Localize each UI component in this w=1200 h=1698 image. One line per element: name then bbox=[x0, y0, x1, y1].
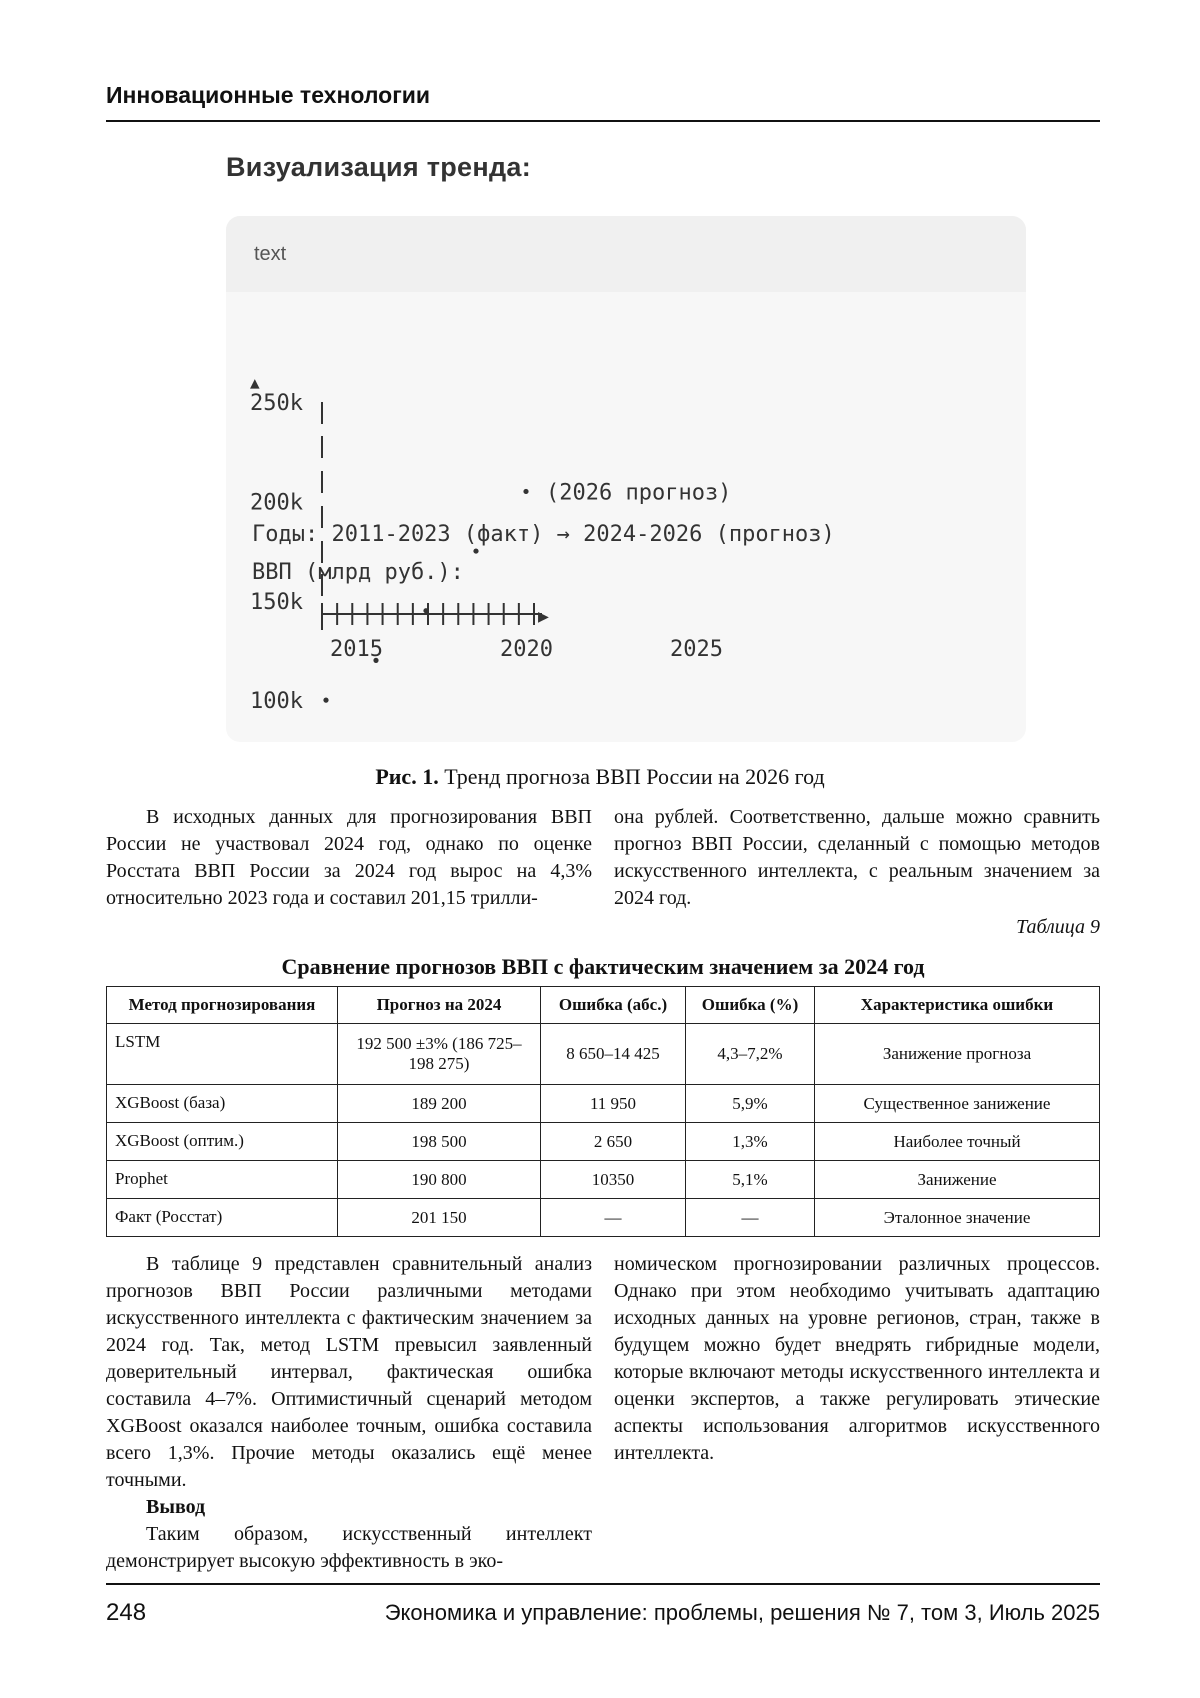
table-cell: LSTM bbox=[107, 1024, 338, 1085]
table-row bbox=[107, 1161, 1100, 1199]
gdp-trend-chart bbox=[226, 216, 1026, 742]
table-cell: Факт (Росстат) bbox=[107, 1199, 338, 1237]
paragraph: В таблице 9 представлен сравнительный анализ прогнозов ВВП России различными методами искусственного интеллекта с фактическим значением за 2024 год. Так, метод LSTM превысил заявленный доверительный интервал, фактическая ошибка составила 4–7%. Оптимистичный сценарий методом XGBoost оказался наиболее точным, ошибка составила всего 1,3%. Прочие методы оказались ещё менее точными. bbox=[106, 1253, 592, 1491]
comparison-table bbox=[106, 986, 1100, 1237]
y-tick-label: 250k bbox=[250, 391, 303, 416]
x-tick-label: 2020 bbox=[500, 637, 553, 662]
table-cell: — bbox=[541, 1199, 686, 1237]
figure-caption-label: Рис. 1. bbox=[375, 764, 439, 789]
code-language-label: text bbox=[254, 243, 287, 265]
table-row bbox=[107, 1199, 1100, 1237]
table-cell: Prophet bbox=[107, 1161, 338, 1199]
data-point bbox=[473, 548, 478, 553]
table-cell: 1,3% bbox=[686, 1123, 815, 1161]
code-line-gdp-label: ВВП (млрд руб.): bbox=[252, 560, 464, 585]
visualization-heading: Визуализация тренда: bbox=[226, 152, 531, 182]
table-header-cell: Прогноз на 2024 bbox=[338, 987, 541, 1024]
paragraph: она рублей. Соответственно, дальше можно сравнить прогноз ВВП России, сделанный с помощью методов искусственного интеллекта, с реальным значением за 2024 год. bbox=[614, 806, 1100, 909]
text-bottom-left bbox=[106, 1251, 592, 1575]
table-cell: Эталонное значение bbox=[815, 1199, 1100, 1237]
table-row bbox=[107, 1024, 1100, 1085]
table-header-cell: Характеристика ошибки bbox=[815, 987, 1100, 1024]
text-top-right bbox=[614, 804, 1100, 912]
x-tick-label: 2015 bbox=[330, 637, 383, 662]
x-tick-label: 2025 bbox=[670, 637, 723, 662]
running-header: Инновационные технологии bbox=[106, 82, 431, 108]
code-line-years: Годы: 2011-2023 (факт) → 2024-2026 (прогноз) bbox=[252, 522, 835, 547]
table-cell: Занижение bbox=[815, 1161, 1100, 1199]
table-cell: 5,9% bbox=[686, 1085, 815, 1123]
table-header-row bbox=[107, 987, 1100, 1024]
y-tick-label: 100k bbox=[250, 689, 303, 715]
table-row bbox=[107, 1085, 1100, 1123]
table-label: Таблица 9 bbox=[1016, 916, 1100, 938]
conclusion-heading: Вывод bbox=[146, 1496, 206, 1518]
table-header-cell: Ошибка (абс.) bbox=[541, 987, 686, 1024]
page-number: 248 bbox=[106, 1599, 147, 1626]
footer-rule bbox=[106, 1583, 1100, 1585]
data-point bbox=[523, 489, 528, 494]
x-axis-arrow: ▶ bbox=[538, 606, 549, 627]
text-top-left bbox=[106, 804, 592, 912]
table-cell: Наиболее точный bbox=[815, 1123, 1100, 1161]
table-cell: 189 200 bbox=[338, 1085, 541, 1123]
table-cell: 190 800 bbox=[338, 1161, 541, 1199]
table-cell: 8 650–14 425 bbox=[541, 1024, 686, 1085]
annotation-label: (2026 прогноз) bbox=[546, 480, 732, 506]
figure-caption-text: Тренд прогноза ВВП России на 2026 год bbox=[444, 764, 825, 789]
journal-footer: Экономика и управление: проблемы, решения № 7, том 3, Июль 2025 bbox=[384, 1600, 1100, 1625]
y-tick-label: 200k bbox=[250, 490, 303, 516]
text-bottom-right bbox=[614, 1251, 1100, 1467]
header-rule bbox=[106, 120, 1100, 122]
table-row bbox=[107, 1123, 1100, 1161]
table-title: Сравнение прогнозов ВВП с фактическим значением за 2024 год bbox=[281, 954, 925, 979]
table-header-cell: Ошибка (%) bbox=[686, 987, 815, 1024]
figure-caption bbox=[0, 764, 1200, 790]
table-cell: XGBoost (оптим.) bbox=[107, 1123, 338, 1161]
table-cell: 198 500 bbox=[338, 1123, 541, 1161]
table-cell: — bbox=[686, 1199, 815, 1237]
y-tick-label: 150k bbox=[250, 589, 303, 615]
data-point bbox=[323, 698, 328, 703]
paragraph: номическом прогнозировании различных процессов. Однако при этом необходимо учитывать адаптацию исходных данных на уровне регионов, стран, также в будущем можно будет внедрять гибридные модели, которые включают методы искусственного интеллекта и оценки экспертов, а также регулировать этические аспекты использования алгоритмов искусственного интеллекта. bbox=[614, 1253, 1100, 1464]
paragraph: В исходных данных для прогнозирования ВВП России не участвовал 2024 год, однако по оценке Росстата ВВП России за 2024 год вырос на 4,3% относительно 2023 года и составил 201,15 трилли- bbox=[106, 806, 592, 909]
table-cell: XGBoost (база) bbox=[107, 1085, 338, 1123]
table-cell: Существенное занижение bbox=[815, 1085, 1100, 1123]
table-header-cell: Метод прогнозирования bbox=[107, 987, 338, 1024]
y-axis-arrow: ▲ bbox=[250, 373, 260, 392]
table-cell: 192 500 ±3% (186 725–198 275) bbox=[338, 1024, 541, 1085]
table-cell: Занижение прогноза bbox=[815, 1024, 1100, 1085]
paragraph: Таким образом, искусственный интеллект демонстрирует высокую эффективность в эко- bbox=[106, 1523, 592, 1572]
code-block bbox=[226, 216, 1026, 742]
table-cell: 4,3–7,2% bbox=[686, 1024, 815, 1085]
table-cell: 10350 bbox=[541, 1161, 686, 1199]
table-cell: 5,1% bbox=[686, 1161, 815, 1199]
table-cell: 2 650 bbox=[541, 1123, 686, 1161]
table-cell: 11 950 bbox=[541, 1085, 686, 1123]
table-cell: 201 150 bbox=[338, 1199, 541, 1237]
